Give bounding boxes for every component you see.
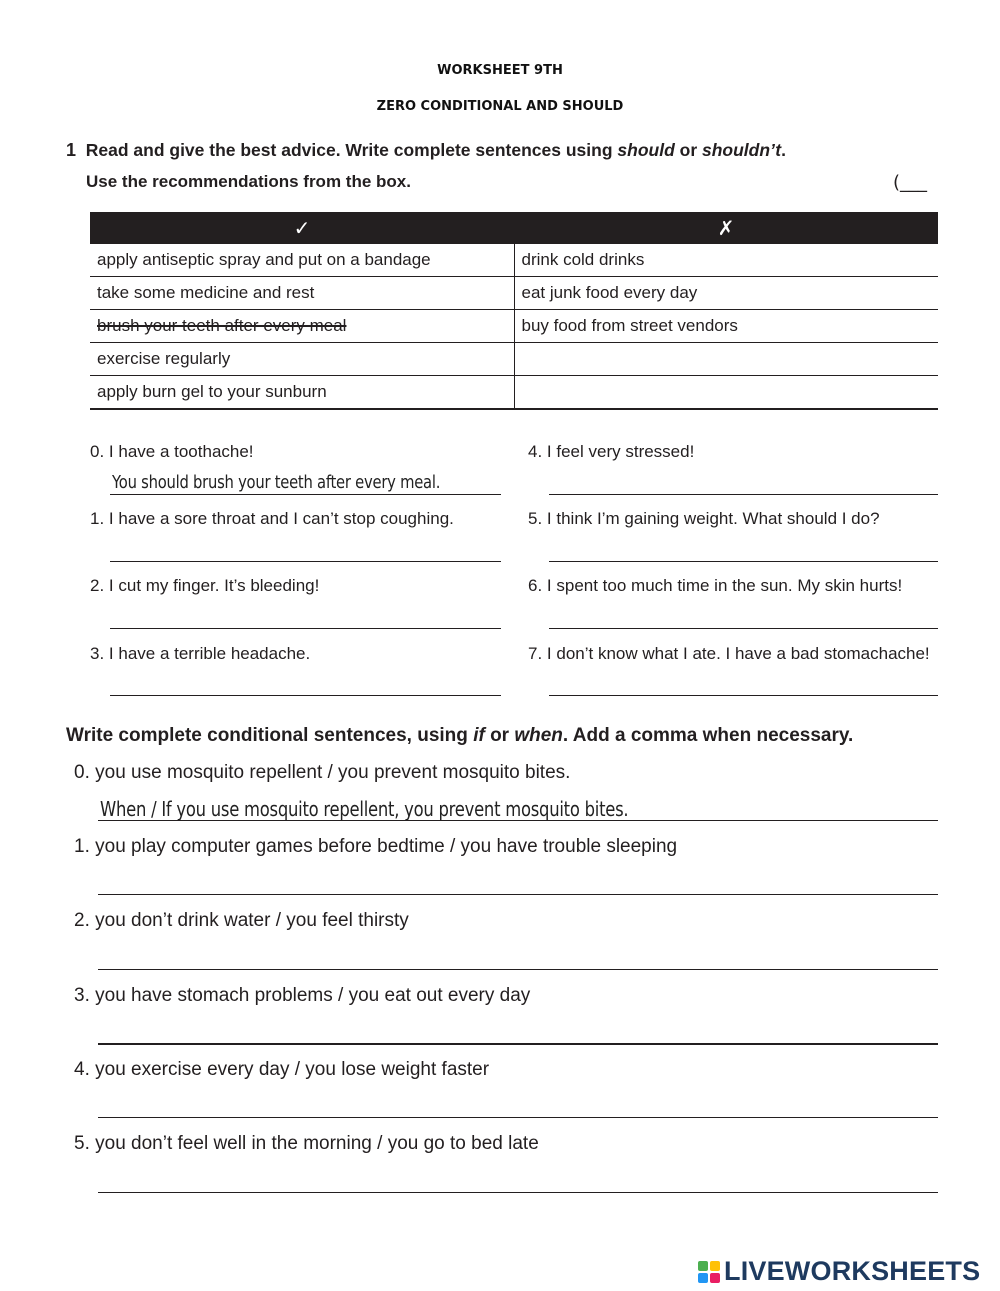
logo-text: LIVEWORKSHEETS [724,1256,981,1286]
conditional-line-3[interactable] [98,1043,938,1045]
answer-line-6[interactable] [549,628,938,629]
advice-question-6: 6. I spent too much time in the sun. My skin hurts! [528,576,903,595]
check-icon: ✓ [90,212,514,244]
exercise1-instruction2: Use the recommendations from the box. [86,172,411,191]
conditional-prompt-5: 5. you don’t feel well in the morning / you go to bed late [74,1133,539,1154]
instruction-or: or [674,140,702,160]
keyword-if: if [473,725,485,746]
conditional-prompt-0: 0. you use mosquito repellent / you prevent mosquito bites. [74,762,571,783]
answer-line-4[interactable] [549,494,938,495]
recommendation-do-used: brush your teeth after every meal [97,316,347,335]
cross-icon: ✗ [514,212,938,244]
answer-line-5[interactable] [549,561,938,562]
recommendation-do: exercise regularly [90,343,514,376]
conditional-answer-0: When / If you use mosquito repellent, you prevent mosquito bites. [100,797,629,821]
recommendation-dont [514,376,938,410]
keyword-should: should [617,140,675,160]
recommendation-do: apply antiseptic spray and put on a bandage [90,244,514,277]
conditional-line-0[interactable] [98,820,938,821]
keyword-shouldnt: shouldn’t [702,140,782,160]
conditional-prompt-3: 3. you have stomach problems / you eat out every day [74,985,531,1006]
conditional-line-2[interactable] [98,969,938,970]
recommendation-dont: eat junk food every day [514,277,938,310]
exercise1-number: 1 [66,140,77,160]
instruction-text-2: . Add a comma when necessary. [562,725,854,746]
conditional-prompt-2: 2. you don’t drink water / you feel thirsty [74,910,409,931]
table-row [90,376,938,410]
conditional-line-4[interactable] [98,1117,938,1118]
liveworksheets-logo [698,1256,980,1287]
recommendation-dont: drink cold drinks [514,244,938,277]
advice-question-2: 2. I cut my finger. It’s bleeding! [90,576,320,595]
logo-blocks-icon [698,1261,720,1283]
advice-answer-0: You should brush your teeth after every meal. [112,472,441,493]
advice-question-7: 7. I don’t know what I ate. I have a bad stomachache! [528,644,930,663]
table-row [90,277,938,310]
advice-question-3: 3. I have a terrible headache. [90,644,311,663]
instruction-text: Read and give the best advice. Write complete sentences using [85,140,618,160]
worksheet-title: WORKSHEET 9TH [437,63,563,78]
conditional-line-1[interactable] [98,894,938,895]
answer-line-1[interactable] [110,561,501,562]
conditional-line-5[interactable] [98,1192,938,1193]
recommendations-table [90,212,938,410]
answer-line-0[interactable] [110,494,501,495]
recommendation-do: take some medicine and rest [90,277,514,310]
answer-line-2[interactable] [110,628,501,629]
instruction-text: Write complete conditional sentences, using [66,725,474,746]
table-row [90,244,938,277]
instruction-or: or [484,725,515,746]
answer-line-7[interactable] [549,695,938,696]
table-row [90,343,938,376]
recommendation-dont [514,343,938,376]
exercise1-instruction [66,140,786,161]
instruction-period: . [781,140,786,160]
conditional-prompt-1: 1. you play computer games before bedtime / you have trouble sleeping [74,836,678,857]
score-mark: (___ [893,172,928,193]
advice-question-1: 1. I have a sore throat and I can’t stop coughing. [90,509,454,528]
recommendation-dont: buy food from street vendors [514,310,938,343]
conditional-prompt-4: 4. you exercise every day / you lose weight faster [74,1059,490,1080]
answer-line-3[interactable] [110,695,501,696]
advice-question-4: 4. I feel very stressed! [528,442,695,461]
exercise2-instruction [66,725,853,747]
keyword-when: when [514,725,563,746]
worksheet-subtitle: ZERO CONDITIONAL AND SHOULD [376,99,624,114]
recommendation-do: apply burn gel to your sunburn [90,376,514,410]
advice-question-0: 0. I have a toothache! [90,442,254,461]
advice-question-5: 5. I think I’m gaining weight. What should I do? [528,509,880,528]
table-row [90,310,938,343]
